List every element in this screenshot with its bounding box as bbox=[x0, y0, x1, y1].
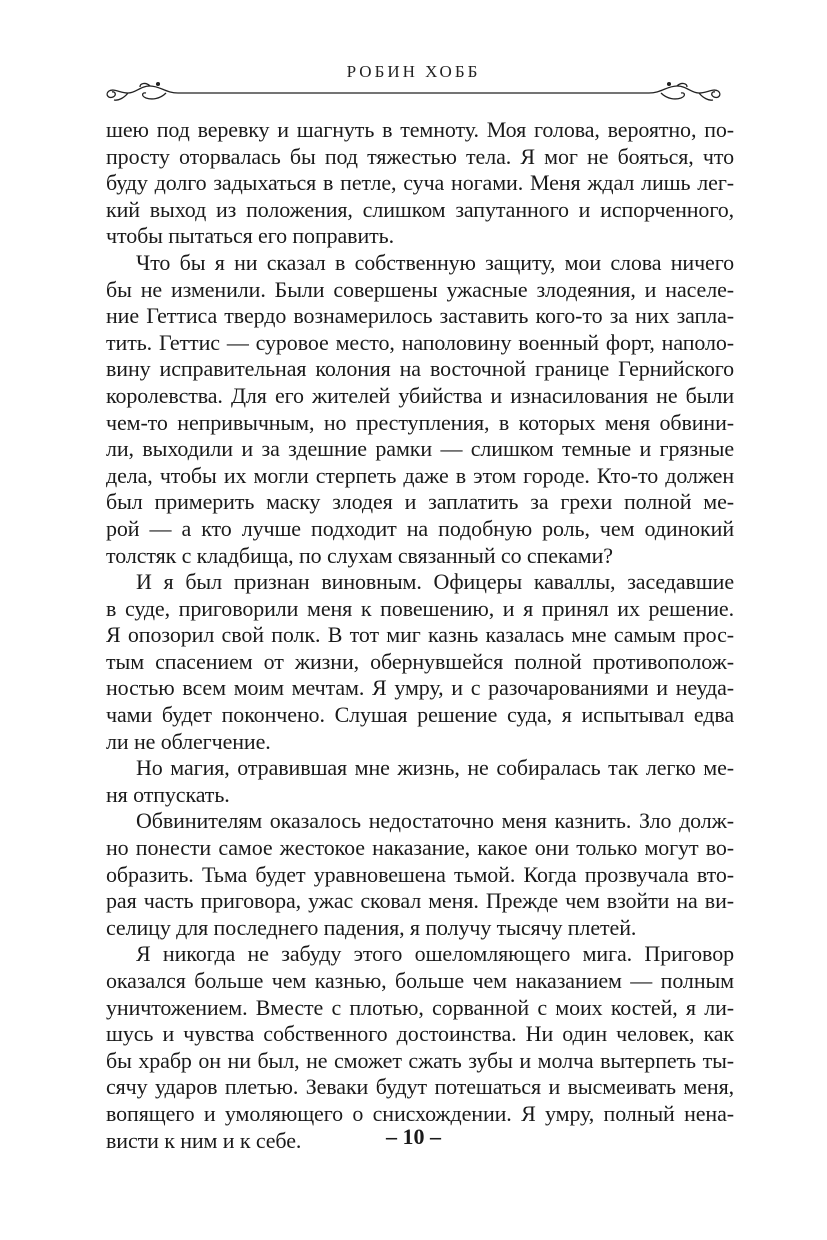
text-line: Обвинителям оказалось недостаточно меня казнить. Зло долж- bbox=[136, 808, 734, 834]
text-line: Но магия, отравившая мне жизнь, не собиралась так легко ме- bbox=[136, 755, 734, 781]
text-line: бы храбр он ни был, не сможет сжать зубы и молча вытерпеть ты- bbox=[106, 1047, 734, 1073]
text-line: дела, чтобы их могли стерпеть даже в этом городе. Кто-то должен bbox=[106, 462, 734, 488]
text-line: вину исправительная колония на восточной границе Гернийского bbox=[106, 356, 734, 382]
text-line: просту оторвалась бы под тяжестью тела. Я мог не бояться, что bbox=[106, 143, 734, 169]
text-line: ня отпускать. bbox=[106, 781, 230, 807]
text-line: ли не облегчение. bbox=[106, 728, 271, 754]
text-line: шусь и чувства собственного достоинства. Ни один человек, как bbox=[106, 1021, 734, 1047]
paragraph bbox=[106, 117, 734, 250]
text-line: Я опозорил свой полк. В тот миг казнь казалась мне самым прос- bbox=[106, 622, 734, 648]
running-head bbox=[100, 58, 727, 106]
text-line: образить. Тьма будет уравновешена тьмой. Когда прозвучала вто- bbox=[106, 861, 734, 887]
text-line: королевства. Для его жителей убийства и изнасилования не были bbox=[106, 382, 734, 408]
text-line: сячу ударов плетью. Зеваки будут потешаться и высмеивать меня, bbox=[106, 1074, 734, 1100]
text-line: шею под веревку и шагнуть в темноту. Моя голова, вероятно, по- bbox=[106, 117, 734, 142]
text-line: чтобы пытаться его поправить. bbox=[106, 223, 394, 249]
text-line: Я никогда не забуду этого ошеломляющего мига. Приговор bbox=[136, 941, 734, 967]
text-line: ностью всем моим мечтам. Я умру, и с разочарованиями и неуда- bbox=[106, 675, 734, 701]
text-line: рой — а кто лучше подходит на подобную роль, чем одинокий bbox=[106, 515, 734, 541]
text-line: но понести самое жестокое наказание, какое они только могут во- bbox=[106, 835, 734, 861]
text-line: буду долго задыхаться в петле, суча ногами. Меня ждал лишь лег- bbox=[106, 170, 734, 196]
text-line: чем-то непривычным, но преступления, в которых меня обвини- bbox=[106, 409, 734, 435]
text-line: в суде, приговорили меня к повешению, и я принял их решение. bbox=[106, 595, 734, 621]
text-line: кий выход из положения, слишком запутанного и испорченного, bbox=[106, 196, 734, 222]
text-line: толстяк с кладбища, по слухам связанный со спеками? bbox=[106, 542, 613, 568]
text-line: тым спасением от жизни, обернувшейся полной противополож- bbox=[106, 648, 734, 674]
text-line: Что бы я ни сказал в собственную защиту, мои слова ничего bbox=[136, 249, 734, 275]
paragraph bbox=[106, 755, 734, 808]
paragraph bbox=[106, 941, 734, 1154]
paragraph bbox=[106, 808, 734, 941]
text-line: чами будет покончено. Слушая решение суда, я испытывал едва bbox=[106, 702, 734, 728]
text-line: бы не изменили. Были совершены ужасные злодеяния, и населе- bbox=[106, 276, 734, 302]
text-line: ние Геттиса твердо вознамерилось заставить кого-то за них запла- bbox=[106, 303, 734, 329]
text-line: И я был признан виновным. Офицеры каваллы, заседавшие bbox=[136, 569, 734, 595]
text-line: уничтожением. Вместе с плотью, сорванной с моих костей, я ли- bbox=[106, 994, 734, 1020]
text-line: тить. Геттис — суровое место, наполовину военный форт, наполо- bbox=[106, 329, 734, 355]
text-line: вопящего и умоляющего о снисхождении. Я умру, полный нена- bbox=[106, 1100, 734, 1126]
page-number: – 10 – bbox=[386, 1124, 441, 1149]
author-name: РОБИН ХОББ bbox=[346, 62, 481, 81]
paragraph bbox=[106, 569, 734, 755]
text-line: был примерить маску злодея и заплатить за грехи полной ме- bbox=[106, 489, 734, 515]
paragraph bbox=[106, 250, 734, 569]
text-line: рая часть приговора, ужас сковал меня. Прежде чем взойти на ви- bbox=[106, 888, 734, 914]
body-text bbox=[106, 117, 734, 1154]
text-line: селицу для последнего падения, я получу тысячу плетей. bbox=[106, 914, 637, 940]
text-line: оказался больше чем казнью, больше чем наказанием — полным bbox=[106, 968, 734, 993]
text-line: висти к ним и к себе. bbox=[106, 1127, 302, 1153]
flourish-ornament bbox=[100, 80, 727, 106]
text-line: ли, выходили и за здешние рамки — слишком темные и грязные bbox=[106, 436, 734, 462]
